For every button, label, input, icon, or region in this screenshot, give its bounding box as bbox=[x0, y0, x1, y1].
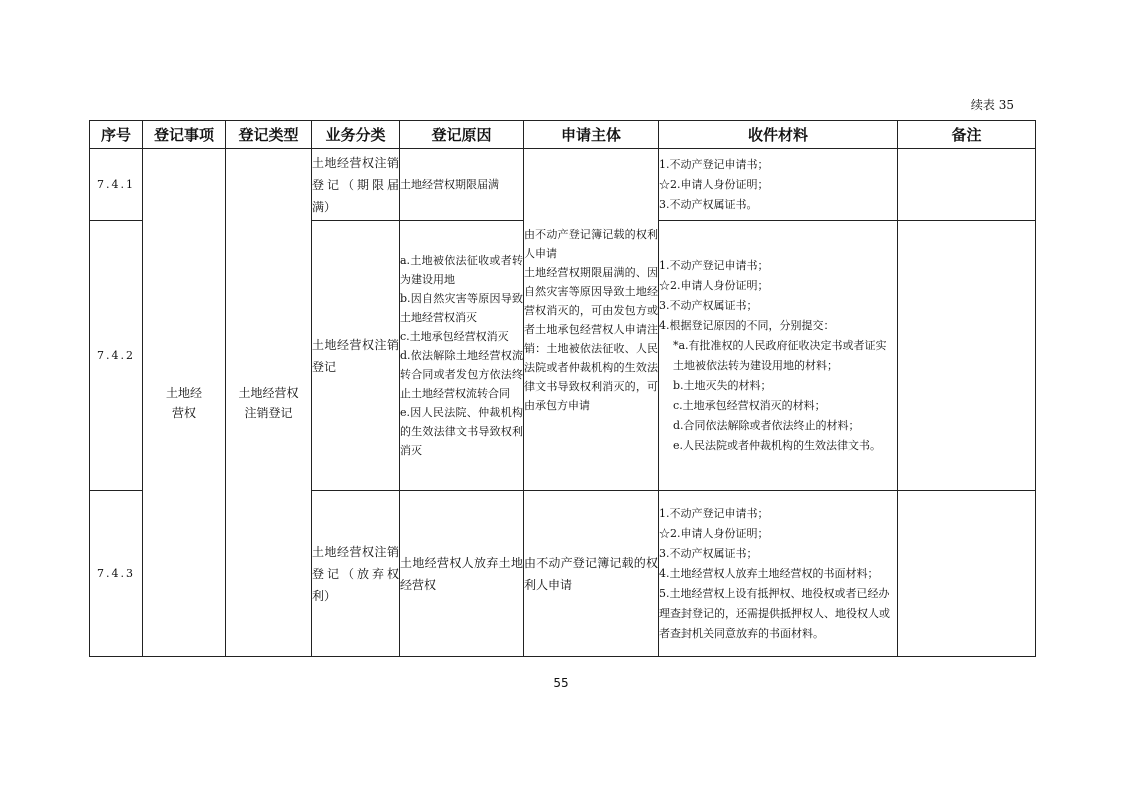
continued-table-label: 续表 35 bbox=[970, 98, 1014, 112]
materials-cell bbox=[659, 149, 898, 221]
remark-cell bbox=[898, 149, 1036, 221]
material-item: e.人民法院或者仲裁机构的生效法律文书。 bbox=[673, 438, 882, 452]
material-item: 1.不动产登记申请书； bbox=[659, 157, 769, 171]
category-cell: 土地经营权注销登记（放弃权利） bbox=[312, 491, 400, 657]
applicant-cell: 由不动产登记簿记载的权利人申请 bbox=[524, 491, 659, 657]
material-item: ☆2.申请人身份证明； bbox=[659, 177, 769, 191]
registration-type-cell: 土地经营权注销登记 bbox=[226, 149, 312, 657]
material-item: 4.根据登记原因的不同，分别提交： bbox=[659, 318, 835, 332]
header-applicant: 申请主体 bbox=[524, 121, 659, 149]
header-materials: 收件材料 bbox=[659, 121, 898, 149]
reason-item: c.土地承包经营权消灭 bbox=[400, 330, 509, 343]
header-type: 登记类型 bbox=[226, 121, 312, 149]
materials-cell bbox=[659, 491, 898, 657]
registration-item-cell: 土地经营权 bbox=[143, 149, 226, 657]
category-cell: 土地经营权注销登记 bbox=[312, 221, 400, 491]
header-seq: 序号 bbox=[90, 121, 143, 149]
header-category: 业务分类 bbox=[312, 121, 400, 149]
reason-item: b.因自然灾害等原因导致土地经营权消灭 bbox=[400, 292, 523, 324]
header-reason: 登记原因 bbox=[400, 121, 524, 149]
material-item: *a.有批准权的人民政府征收决定书或者证实土地被依法转为建设用地的材料； bbox=[673, 338, 887, 372]
header-row bbox=[90, 121, 1036, 149]
reason-item: a.土地被依法征收或者转为建设用地 bbox=[400, 254, 523, 286]
reason-item: e.因人民法院、仲裁机构的生效法律文书导致权利消灭 bbox=[400, 406, 523, 457]
table-row bbox=[90, 149, 1036, 221]
registration-table bbox=[89, 120, 1036, 657]
material-item: ☆2.申请人身份证明； bbox=[659, 278, 769, 292]
header-item: 登记事项 bbox=[143, 121, 226, 149]
page-number: 55 bbox=[553, 676, 569, 690]
material-item: 5.土地经营权上设有抵押权、地役权或者已经办理查封登记的，还需提供抵押权人、地役权人或者查封机关同意放弃的书面材料。 bbox=[659, 586, 890, 640]
material-item: b.土地灭失的材料； bbox=[673, 378, 772, 392]
row-seq: 7.4.2 bbox=[90, 221, 143, 491]
header-remarks: 备注 bbox=[898, 121, 1036, 149]
material-item: 4.土地经营权人放弃土地经营权的书面材料； bbox=[659, 566, 879, 580]
material-item: 3.不动产权属证书； bbox=[659, 546, 758, 560]
reason-cell bbox=[400, 221, 524, 491]
material-item: 1.不动产登记申请书； bbox=[659, 258, 769, 272]
reason-item: d.依法解除土地经营权流转合同或者发包方依法终止土地经营权流转合同 bbox=[400, 349, 523, 400]
material-item: 1.不动产登记申请书； bbox=[659, 506, 769, 520]
remark-cell bbox=[898, 491, 1036, 657]
material-item: ☆2.申请人身份证明； bbox=[659, 526, 769, 540]
applicant-cell: 由不动产登记簿记载的权利人申请 土地经营权期限届满的、因自然灾害等原因导致土地经营权消灭的，可由发包方或者土地承包经营权人申请注销：土地被依法征收、人民法院或者仲裁机构的生效法律文书导致权利消灭的，可由承包方申请 bbox=[524, 149, 659, 491]
materials-cell bbox=[659, 221, 898, 491]
material-item: 3.不动产权属证书。 bbox=[659, 197, 758, 211]
material-item: 3.不动产权属证书； bbox=[659, 298, 758, 312]
material-item: c.土地承包经营权消灭的材料； bbox=[673, 398, 826, 412]
category-cell: 土地经营权注销登记（期限届满） bbox=[312, 149, 400, 221]
material-item: d.合同依法解除或者依法终止的材料； bbox=[673, 418, 860, 432]
reason-cell: 土地经营权期限届满 bbox=[400, 149, 524, 221]
remark-cell bbox=[898, 221, 1036, 491]
row-seq: 7.4.3 bbox=[90, 491, 143, 657]
reason-cell: 土地经营权人放弃土地经营权 bbox=[400, 491, 524, 657]
row-seq: 7.4.1 bbox=[90, 149, 143, 221]
